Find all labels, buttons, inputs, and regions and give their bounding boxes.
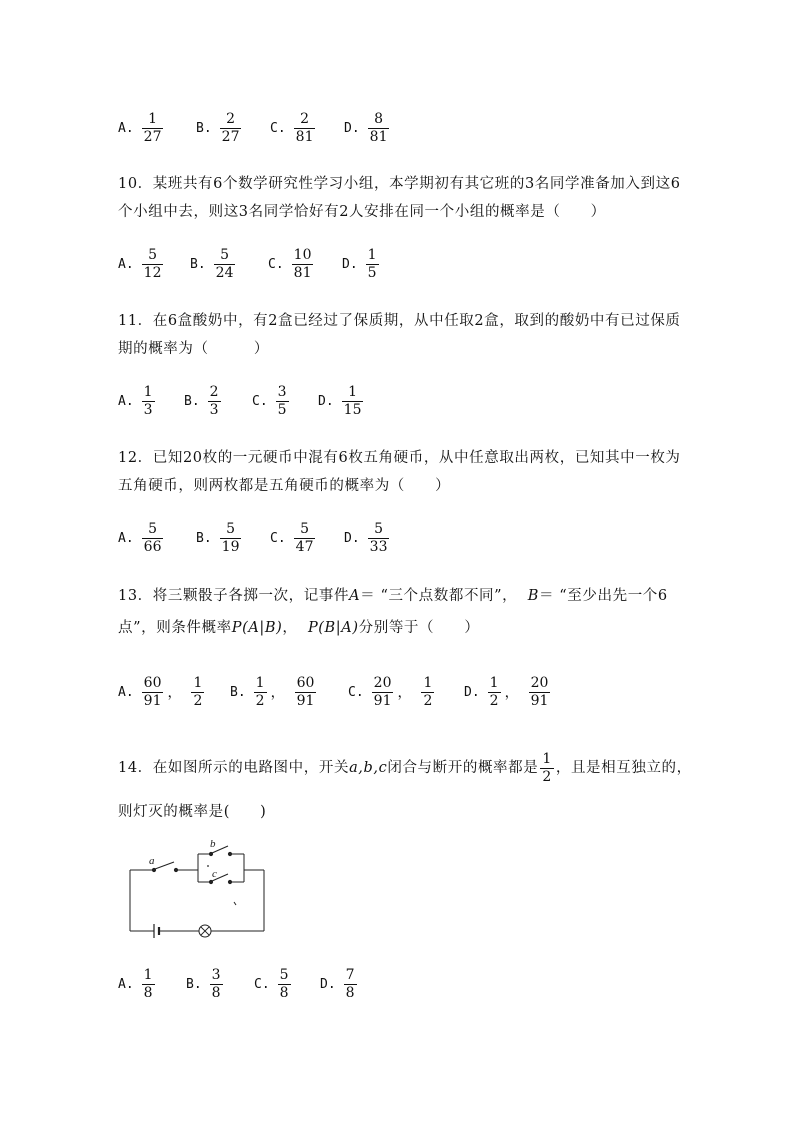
fraction: $\frac{2}{81}$	[295, 110, 314, 145]
option-c[interactable]: C. $\frac{5}{8}$	[254, 966, 289, 1001]
fraction: $\frac{5}{19}$	[221, 520, 240, 555]
option-d[interactable]: D. $\frac{7}{8}$	[320, 966, 355, 1001]
option-a[interactable]: A. $\frac{1}{3}$	[118, 383, 153, 418]
fraction: $\frac{2}{3}$	[209, 383, 219, 418]
fraction: $\frac{5}{47}$	[295, 520, 314, 555]
q13-line-1: 13．将三颗骰子各掷一次，记事件A＝ “三个点数都不同”， B＝ “至少出先一个6	[118, 588, 668, 604]
option-d[interactable]: D. $\frac{1}{15}$	[318, 383, 362, 418]
fraction: $\frac{1}{15}$	[343, 383, 362, 418]
fraction: $\frac{5}{66}$	[143, 520, 162, 555]
fraction: $\frac{5}{12}$	[143, 246, 162, 281]
option-c[interactable]: C. $\frac{20}{91}$ ， $\frac{1}{2}$	[348, 674, 433, 709]
question-11: 11．在6盒酸奶中，有2盒已经过了保质期，从中任取2盒，取到的酸奶中有已过保质 期的概率为（ ）	[118, 313, 681, 357]
fraction: $\frac{1}{2}$	[423, 674, 433, 709]
option-b[interactable]: B. $\frac{2}{3}$	[184, 383, 219, 418]
q14-line-1: 14．在如图所示的电路图中，开关 a,b,c 闭合与断开的概率都是 $\frac{1}{2}$ ，且是相互独立的，	[118, 750, 692, 785]
option-a[interactable]: A. $\frac{1}{8}$	[118, 966, 153, 1001]
option-b[interactable]: B. $\frac{2}{27}$	[196, 110, 240, 145]
option-c[interactable]: C. $\frac{3}{5}$	[252, 383, 287, 418]
fraction: $\frac{3}{8}$	[211, 966, 221, 1001]
option-a[interactable]: A. $\frac{1}{27}$	[118, 110, 162, 145]
fraction: $\frac{3}{5}$	[277, 383, 287, 418]
fraction: $\frac{20}{91}$	[373, 674, 392, 709]
option-b[interactable]: B. $\frac{5}{24}$	[190, 246, 234, 281]
fraction: $\frac{1}{27}$	[143, 110, 162, 145]
option-c[interactable]: C. $\frac{10}{81}$	[268, 246, 312, 281]
fraction: $\frac{5}{33}$	[369, 520, 388, 555]
option-a[interactable]: A. $\frac{5}{12}$	[118, 246, 162, 281]
junction-dot	[207, 865, 209, 867]
switch-a-label: a	[149, 855, 155, 867]
option-c[interactable]: C. $\frac{5}{47}$	[270, 520, 314, 555]
option-d[interactable]: D. $\frac{8}{81}$	[344, 110, 388, 145]
option-d[interactable]: D. $\frac{1}{5}$	[342, 246, 377, 281]
fraction: $\frac{60}{91}$	[296, 674, 315, 709]
option-b[interactable]: B. $\frac{3}{8}$	[186, 966, 221, 1001]
fraction: $\frac{60}{91}$	[143, 674, 162, 709]
option-b[interactable]: B. $\frac{1}{2}$ ， $\frac{60}{91}$	[230, 674, 315, 709]
fraction-half: $\frac{1}{2}$	[542, 750, 552, 785]
fraction: $\frac{20}{91}$	[530, 674, 549, 709]
fraction: $\frac{5}{8}$	[279, 966, 289, 1001]
question-14: 14．在如图所示的电路图中，开关 a,b,c 闭合与断开的概率都是 $\frac{1}{2}$ ，且是相互独立的， 则灯灭的概率是( )	[118, 746, 698, 824]
fraction: $\frac{1}{3}$	[143, 383, 153, 418]
option-c[interactable]: C. $\frac{2}{81}$	[270, 110, 314, 145]
fraction: $\frac{7}{8}$	[345, 966, 355, 1001]
fraction: $\frac{2}{27}$	[221, 110, 240, 145]
option-a[interactable]: A. $\frac{5}{66}$	[118, 520, 162, 555]
fraction: $\frac{10}{81}$	[293, 246, 312, 281]
switch-c-label: c	[212, 868, 217, 880]
option-d[interactable]: D. $\frac{1}{2}$ ， $\frac{20}{91}$	[464, 674, 549, 709]
fraction: $\frac{1}{2}$	[193, 674, 203, 709]
fraction: $\frac{1}{5}$	[367, 246, 377, 281]
fraction: $\frac{1}{2}$	[255, 674, 265, 709]
question-10: 10．某班共有6个数学研究性学习小组，本学期初有其它班的3名同学准备加入到这6 个小组中去，则这3名同学恰好有2人安排在同一个小组的概率是（ ）	[118, 176, 681, 220]
option-a[interactable]: A. $\frac{60}{91}$ ， $\frac{1}{2}$	[118, 674, 203, 709]
option-d[interactable]: D. $\frac{5}{33}$	[344, 520, 388, 555]
question-12: 12．已知20枚的一元硬币中混有6枚五角硬币，从中任意取出两枚，已知其中一枚为 五角硬币，则两枚都是五角硬币的概率为（ ）	[118, 450, 681, 494]
fraction: $\frac{5}{24}$	[215, 246, 234, 281]
circuit-diagram	[126, 836, 271, 942]
question-13	[118, 584, 684, 640]
q13-line-2: 点”，则条件概率P(A|B)， P(B|A)分别等于（ ）	[118, 620, 480, 636]
switch-a-arm	[155, 862, 174, 869]
stray-mark	[234, 902, 236, 905]
switch-b-label: b	[210, 838, 216, 850]
option-b[interactable]: B. $\frac{5}{19}$	[196, 520, 240, 555]
fraction: $\frac{1}{8}$	[143, 966, 153, 1001]
fraction: $\frac{1}{2}$	[489, 674, 499, 709]
fraction: $\frac{8}{81}$	[369, 110, 388, 145]
